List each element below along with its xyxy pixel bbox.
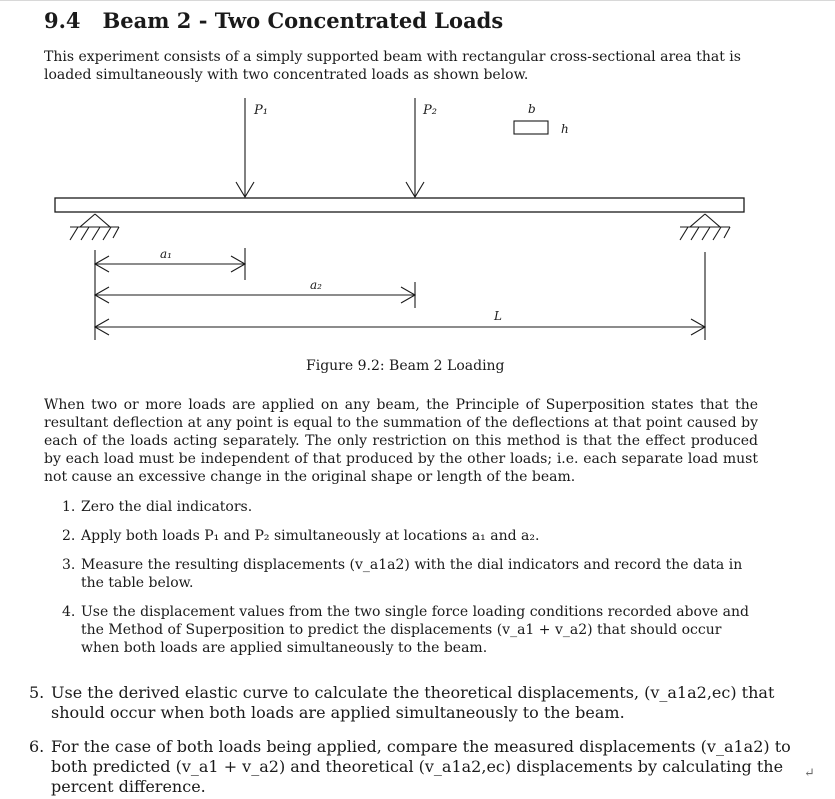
label-a1: a₁ <box>160 247 172 261</box>
list-text: Measure the resulting displacements (v_a1a2) with the dial indicators and record the data in the table below. <box>81 557 743 591</box>
section-title: Beam 2 - Two Concentrated Loads <box>102 8 504 33</box>
beam-diagram <box>0 0 835 360</box>
superposition-paragraph: When two or more loads are applied on any beam, the Principle of Superposition states that the resultant deflection at any point is equal to the summation of the deflections at that point caused by each of the loads acting separately. The only restriction on this method is that the effect produced by each load must be independent of that produced by the other loads; i.e. each separate load must not cause an excessive change in the original shape or length of the beam. <box>44 397 758 485</box>
list-text: Use the derived elastic curve to calculate the theoretical displacements, (v_a1a2,ec) that should occur when both loads are applied simultaneously to the beam. <box>51 683 775 722</box>
list-number: 2. <box>62 528 76 544</box>
label-p1: P₁ <box>254 103 268 118</box>
label-b: b <box>528 102 536 116</box>
list-text: Use the displacement values from the two single force loading conditions recorded above and the Method of Superposition to predict the displacements (v_a1 + v_a2) that should occur when both loads are applied simultaneously to the beam. <box>81 604 749 656</box>
left-support <box>70 214 119 240</box>
list-text: For the case of both loads being applied, compare the measured displacements (v_a1a2) to both predicted (v_a1 + v_a2) and theoretical (v_a1a2,ec) displacements by calculating the percent difference. <box>51 737 791 796</box>
label-p2: P₂ <box>423 103 437 118</box>
dimension-L <box>95 319 705 335</box>
list-number: 5. <box>29 683 45 702</box>
list-item <box>29 737 801 797</box>
list-item <box>62 527 754 545</box>
return-marker-icon: ↵ <box>804 766 815 781</box>
list-item <box>62 556 754 592</box>
list-number: 4. <box>62 604 76 620</box>
list-number: 1. <box>62 499 76 515</box>
label-L: L <box>494 309 502 323</box>
label-h: h <box>561 122 569 136</box>
cross-section-rect <box>514 121 548 134</box>
list-number: 3. <box>62 557 76 573</box>
load-arrow-p1 <box>236 98 254 197</box>
list-item <box>62 498 754 516</box>
figure-caption: Figure 9.2: Beam 2 Loading <box>306 358 505 374</box>
section-number: 9.4 <box>44 8 81 33</box>
dimension-a2 <box>95 287 415 303</box>
intro-paragraph: This experiment consists of a simply supported beam with rectangular cross-sectional area that is loaded simultaneously with two concentrated loads as shown below. <box>44 49 741 83</box>
list-text: Apply both loads P₁ and P₂ simultaneously at locations a₁ and a₂. <box>81 528 540 544</box>
label-a2: a₂ <box>310 278 322 292</box>
list-text: Zero the dial indicators. <box>81 499 253 515</box>
list-item <box>29 683 801 723</box>
beam <box>55 198 744 212</box>
right-support <box>680 214 730 240</box>
list-item <box>62 603 754 657</box>
load-arrow-p2 <box>406 98 424 197</box>
list-number: 6. <box>29 737 45 756</box>
